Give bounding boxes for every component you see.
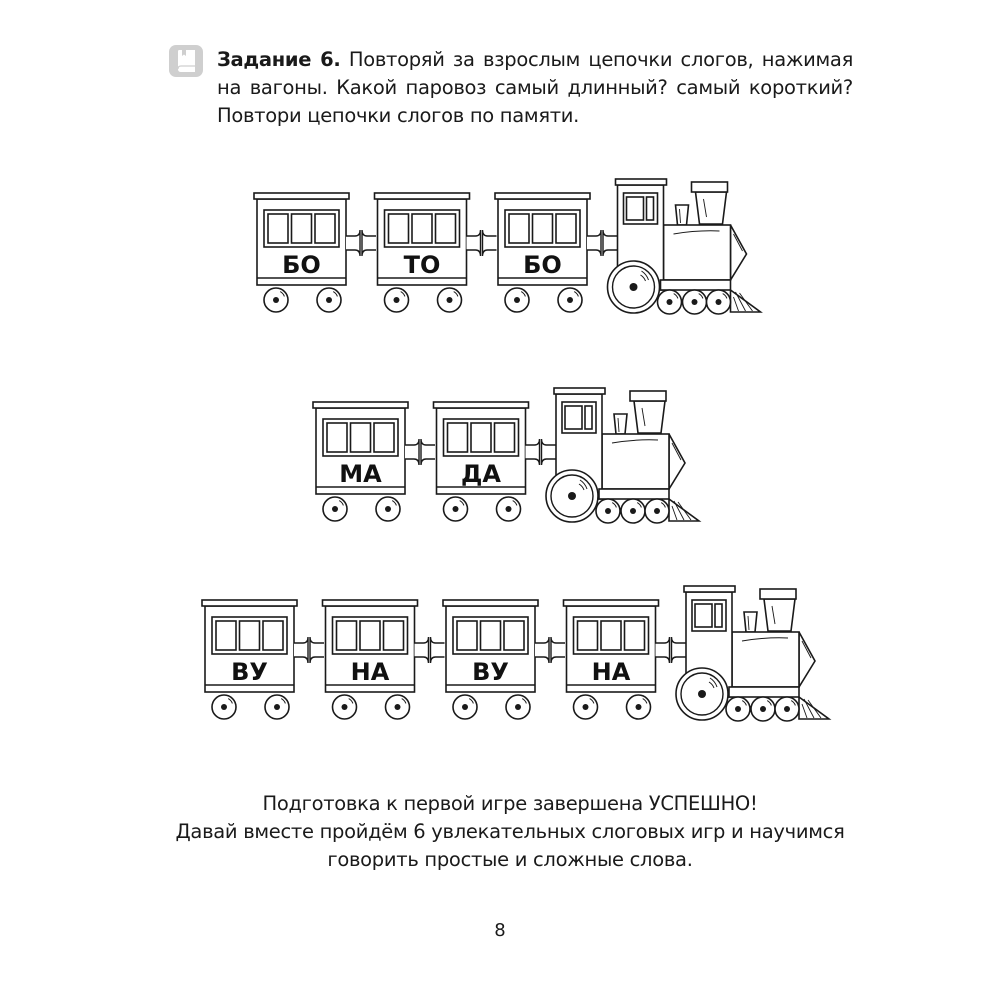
coupler — [467, 230, 497, 256]
coupler — [535, 637, 565, 663]
wheel-icon — [707, 290, 731, 314]
wheel-icon — [558, 288, 582, 312]
drive-wheel-icon — [608, 261, 660, 313]
wheel-icon — [506, 695, 530, 719]
wagon-1[interactable] — [313, 402, 408, 521]
wheel-icon — [497, 497, 521, 521]
page-number: 8 — [494, 920, 506, 941]
syllable-label: НА — [591, 658, 631, 686]
wheel-icon — [265, 695, 289, 719]
wagon-1[interactable] — [202, 600, 297, 719]
wheel-icon — [645, 499, 669, 523]
wagon-2[interactable] — [323, 600, 418, 719]
syllable-label: НА — [350, 658, 390, 686]
coupler — [294, 637, 324, 663]
completion-message — [160, 790, 860, 874]
syllable-label: БО — [282, 251, 321, 279]
wagon-2[interactable] — [375, 193, 470, 312]
outro-line-3: говорить простые и сложные слова. — [327, 848, 693, 871]
outro-line-2: Давай вместе пройдём 6 увлекательных слоговых игр и научимся — [175, 820, 845, 843]
wheel-icon — [574, 695, 598, 719]
coupler — [415, 637, 445, 663]
wheel-icon — [264, 288, 288, 312]
wheel-icon — [627, 695, 651, 719]
coupler — [656, 637, 686, 663]
wheel-icon — [453, 695, 477, 719]
wheel-icon — [658, 290, 682, 314]
drive-wheel-icon — [546, 470, 598, 522]
syllable-label: БО — [523, 251, 562, 279]
coupler — [346, 230, 376, 256]
wagon-3[interactable] — [495, 193, 590, 312]
coupler — [405, 439, 435, 465]
train-1 — [254, 179, 761, 314]
train-3 — [202, 586, 829, 721]
wheel-icon — [775, 697, 799, 721]
wagon-4[interactable] — [564, 600, 659, 719]
wheel-icon — [444, 497, 468, 521]
wheel-icon — [323, 497, 347, 521]
task-text: Повторяй за взрослым цепочки слогов, нажимая на вагоны. Какой паровоз самый длинный? самый короткий? Повтори цепочки слогов по памяти. — [217, 48, 853, 127]
wheel-icon — [376, 497, 400, 521]
wheel-icon — [386, 695, 410, 719]
locomotive — [546, 388, 699, 523]
wheel-icon — [505, 288, 529, 312]
locomotive — [676, 586, 829, 721]
syllable-label: МА — [339, 460, 382, 488]
train-2 — [313, 388, 699, 523]
wheel-icon — [438, 288, 462, 312]
wheel-icon — [596, 499, 620, 523]
wheel-icon — [621, 499, 645, 523]
locomotive — [608, 179, 761, 314]
syllable-label: ВУ — [472, 658, 509, 686]
wheel-icon — [683, 290, 707, 314]
wagon-3[interactable] — [443, 600, 538, 719]
syllable-label: ВУ — [231, 658, 268, 686]
wheel-icon — [333, 695, 357, 719]
task-label: Задание 6. — [217, 48, 341, 71]
wheel-icon — [317, 288, 341, 312]
wheel-icon — [385, 288, 409, 312]
syllable-label: ДА — [461, 460, 501, 488]
coupler — [526, 439, 556, 465]
wheel-icon — [212, 695, 236, 719]
coupler — [587, 230, 617, 256]
wheel-icon — [751, 697, 775, 721]
wagon-2[interactable] — [434, 402, 529, 521]
wheel-icon — [726, 697, 750, 721]
outro-line-1: Подготовка к первой игре завершена УСПЕШНО! — [262, 792, 758, 815]
drive-wheel-icon — [676, 668, 728, 720]
syllable-label: ТО — [403, 251, 441, 279]
wagon-1[interactable] — [254, 193, 349, 312]
